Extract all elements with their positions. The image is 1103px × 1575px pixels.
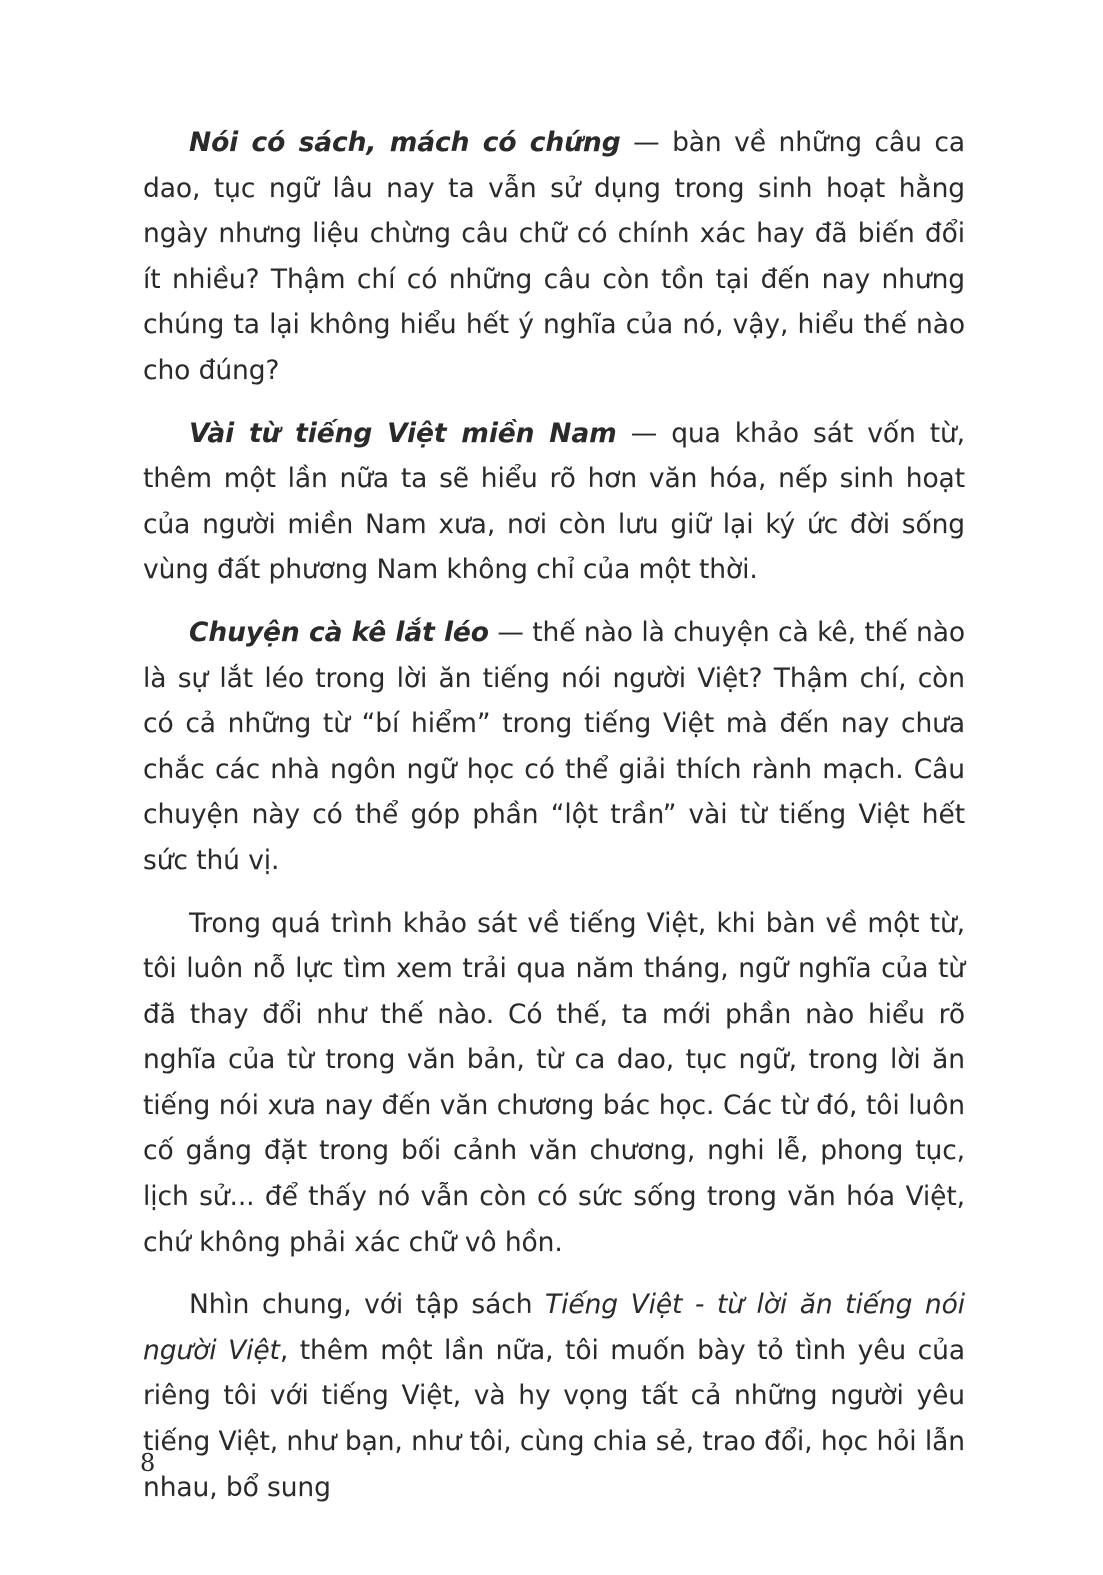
paragraph-text-before: Nhìn chung, với tập sách [189,1289,546,1321]
paragraph-text-after: , thêm một lần nữa, tôi muốn bày tỏ tình yêu của riêng tôi với tiếng Việt, và hy vọng tất cả những người yêu tiếng Việt, như bạn, như tôi, cùng chia sẻ, trao đổi, học hỏi lẫn nhau, bổ sung [143,1334,965,1503]
paragraph-khao-sat [143,901,965,1266]
paragraph-text: — bàn về những câu ca dao, tục ngữ lâu nay ta vẫn sử dụng trong sinh hoạt hằng ngày nhưng liệu chừng câu chữ có chính xác hay đã biến đổi ít nhiều? Thậm chí có những câu còn tồn tại đến nay nhưng chúng ta lại không hiểu hết ý nghĩa của nó, vậy, hiểu thế nào cho đúng? [143,127,965,386]
paragraph-noi-co-sach [143,120,965,394]
page-number: 8 [140,1449,156,1477]
paragraph-text: — thế nào là chuyện cà kê, thế nào là sự lắt léo trong lời ăn tiếng nói người Việt? Thậm chí, còn có cả những từ “bí hiểm” trong tiếng Việt mà đến nay chưa chắc các nhà ngôn ngữ học có thể giải thích rành mạch. Câu chuyện này có thể góp phần “lột trần” vài từ tiếng Việt hết sức thú vị. [143,616,965,876]
section-title-noi-co-sach: Nói có sách, mách có chứng [189,127,621,158]
paragraph-text: — qua khảo sát vốn từ, thêm một lần nữa ta sẽ hiểu rõ hơn văn hóa, nếp sinh hoạt của người miền Nam xưa, nơi còn lưu giữ lại ký ức đời sống vùng đất phương Nam không chỉ của một thời. [143,417,966,586]
section-title-vai-tu-mien-nam: Vài từ tiếng Việt miền Nam [189,417,617,449]
paragraph-chuyen-ca-ke [143,610,965,884]
paragraph-text: Trong quá trình khảo sát về tiếng Việt, khi bàn về một từ, tôi luôn nỗ lực tìm xem trải qua năm tháng, ngữ nghĩa của từ đã thay đổi như thế nào. Có thế, ta mới phần nào hiểu rõ nghĩa của từ trong văn bản, từ ca dao, tục ngữ, trong lời ăn tiếng nói xưa nay đến văn chương bác học. Các từ đó, tôi luôn cố gắng đặt trong bối cảnh văn chương, nghi lễ, phong tục, lịch sử... để thấy nó vẫn còn có sức sống trong văn hóa Việt, chứ không phải xác chữ vô hồn. [143,907,965,1258]
book-title: Tiếng Việt - từ lời ăn tiếng nói người Việt [143,1289,966,1366]
page-body [143,120,965,1527]
paragraph-vai-tu-mien-nam [143,411,965,593]
paragraph-nhin-chung [143,1282,965,1510]
section-title-chuyen-ca-ke: Chuyện cà kê lắt léo [189,616,489,648]
